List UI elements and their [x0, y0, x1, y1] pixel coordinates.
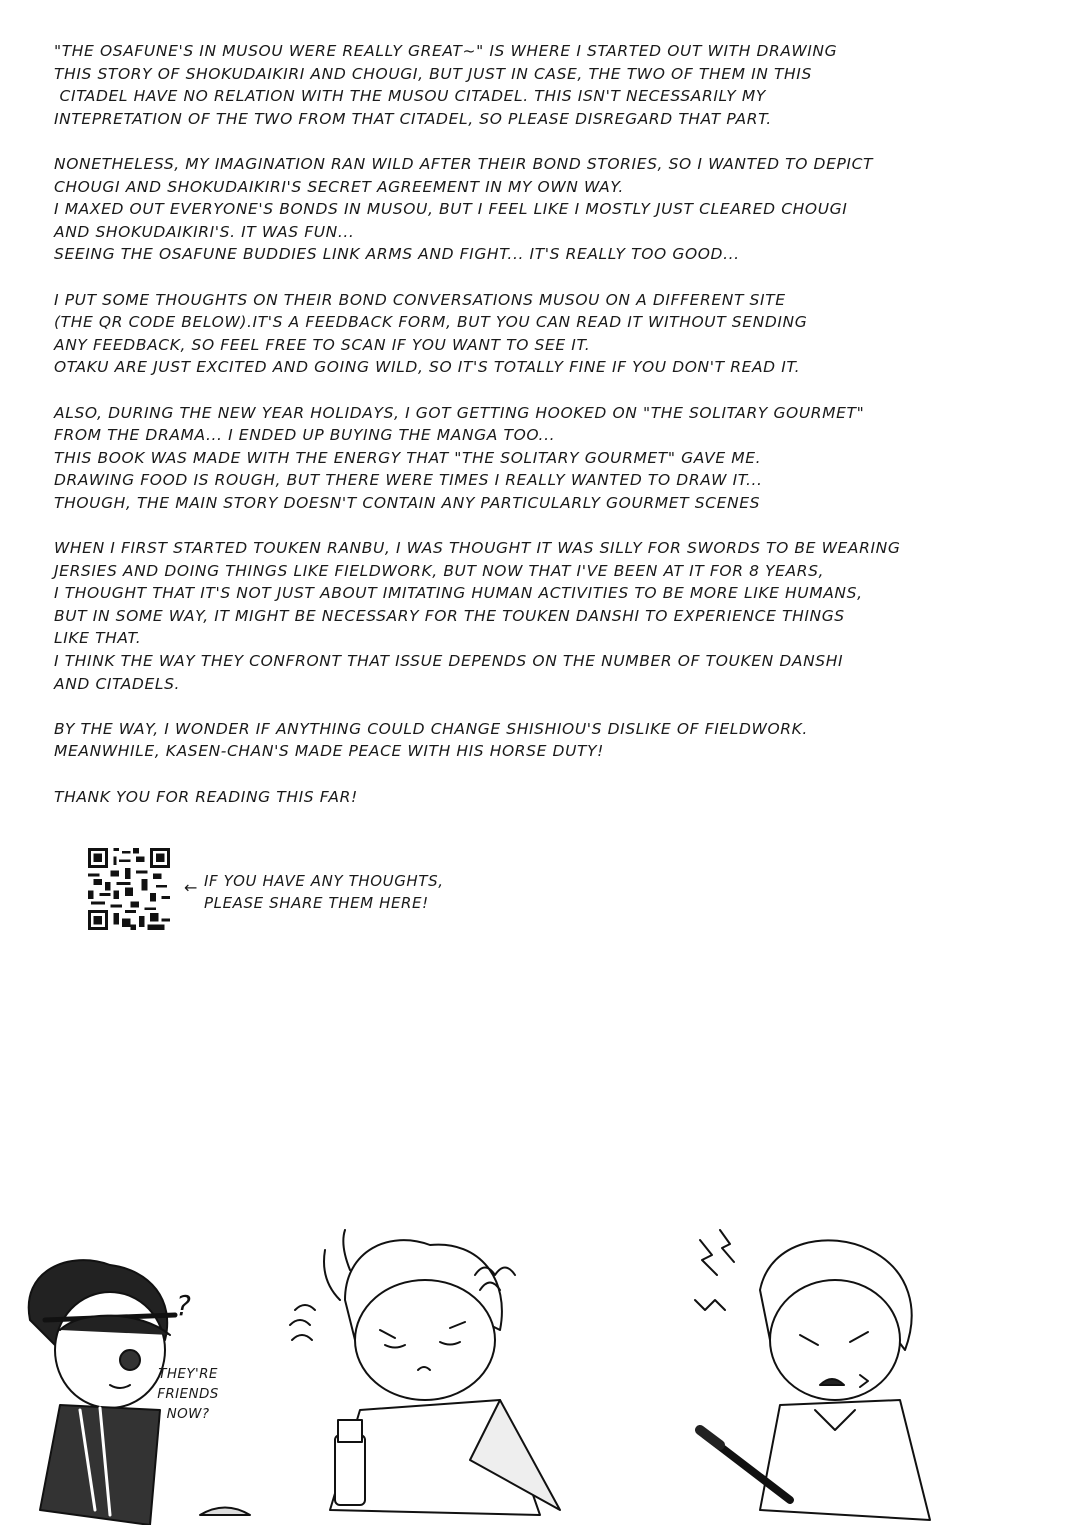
text-line: FROM THE DRAMA... I ENDED UP BUYING THE MANGA TOO... — [54, 426, 556, 445]
text-line: NONETHELESS, MY IMAGINATION RAN WILD AFTER THEIR BOND STORIES, SO I WANTED TO DEPICT — [54, 154, 874, 173]
afterword-paragraph — [54, 402, 1054, 515]
afterword-paragraph — [54, 153, 1054, 266]
character-middle-figure — [290, 1230, 560, 1515]
text-line: I THINK THE WAY THEY CONFRONT THAT ISSUE DEPENDS ON THE NUMBER OF TOUKEN DANSHI — [54, 652, 844, 671]
qr-caption-line: IF YOU HAVE ANY THOUGHTS, — [204, 872, 444, 890]
text-line: I MAXED OUT EVERYONE'S BONDS IN MUSOU, BUT I FEEL LIKE I MOSTLY JUST CLEARED CHOUGI — [54, 200, 848, 219]
text-line: INTEPRETATION OF THE TWO FROM THAT CITADEL, SO PLEASE DISREGARD THAT PART. — [54, 109, 772, 128]
text-line: BY THE WAY, I WONDER IF ANYTHING COULD CHANGE SHISHIOU'S DISLIKE OF FIELDWORK. — [54, 719, 808, 738]
text-line: I PUT SOME THOUGHTS ON THEIR BOND CONVERSATIONS MUSOU ON A DIFFERENT SITE — [54, 290, 786, 309]
text-line: THANK YOU FOR READING THIS FAR! — [54, 787, 358, 806]
text-line: (THE QR CODE BELOW).IT'S A FEEDBACK FORM, BUT YOU CAN READ IT WITHOUT SENDING — [54, 313, 808, 332]
text-line: ALSO, DURING THE NEW YEAR HOLIDAYS, I GOT GETTING HOOKED ON "THE SOLITARY GOURMET" — [54, 403, 865, 422]
speech-text — [138, 1364, 238, 1424]
afterword-paragraph — [54, 786, 1054, 809]
speech-line: NOW? — [166, 1406, 210, 1422]
text-line: THIS BOOK WAS MADE WITH THE ENERGY THAT "THE SOLITARY GOURMET" GAVE ME. — [54, 448, 762, 467]
text-line: SEEING THE OSAFUNE BUDDIES LINK ARMS AND FIGHT... IT'S REALLY TOO GOOD... — [54, 245, 740, 264]
arrow-left-icon: ← — [184, 878, 198, 897]
qr-section — [88, 848, 488, 938]
speech-line: THEY'RE — [158, 1366, 218, 1382]
afterword-paragraph — [54, 289, 1054, 379]
qr-caption-line: PLEASE SHARE THEM HERE! — [204, 894, 429, 912]
text-line: DRAWING FOOD IS ROUGH, BUT THERE WERE TIMES I REALLY WANTED TO DRAW IT... — [54, 471, 763, 490]
text-line: MEANWHILE, KASEN-CHAN'S MADE PEACE WITH HIS HORSE DUTY! — [54, 742, 604, 761]
text-line: CITADEL HAVE NO RELATION WITH THE MUSOU CITADEL. THIS ISN'T NECESSARILY MY — [54, 87, 766, 106]
text-line: "THE OSAFUNE'S IN MUSOU WERE REALLY GREAT~" IS WHERE I STARTED OUT WITH DRAWING — [54, 42, 838, 60]
text-line: WHEN I FIRST STARTED TOUKEN RANBU, I WAS THOUGHT IT WAS SILLY FOR SWORDS TO BE WEARING — [54, 539, 901, 558]
text-line: JERSIES AND DOING THINGS LIKE FIELDWORK, BUT NOW THAT I'VE BEEN AT IT FOR 8 YEARS, — [54, 561, 825, 580]
text-line: ANY FEEDBACK, SO FEEL FREE TO SCAN IF YOU WANT TO SEE IT. — [54, 335, 591, 354]
text-line: OTAKU ARE JUST EXCITED AND GOING WILD, SO IT'S TOTALLY FINE IF YOU DON'T READ IT. — [54, 358, 801, 377]
question-mark: ? — [176, 1289, 191, 1322]
text-line: LIKE THAT. — [54, 629, 142, 648]
speech-line: FRIENDS — [157, 1386, 219, 1402]
qr-caption — [204, 870, 444, 914]
afterword-paragraph — [54, 718, 1054, 763]
qr-code-image — [88, 848, 170, 930]
afterword-paragraph — [54, 537, 1054, 695]
text-line: BUT IN SOME WAY, IT MIGHT BE NECESSARY FOR THE TOUKEN DANSHI TO EXPERIENCE THINGS — [54, 606, 845, 625]
text-line: CHOUGI AND SHOKUDAIKIRI'S SECRET AGREEMENT IN MY OWN WAY. — [54, 177, 624, 196]
text-line: THOUGH, THE MAIN STORY DOESN'T CONTAIN ANY PARTICULARLY GOURMET SCENES — [54, 493, 761, 512]
afterword-text — [54, 40, 1054, 831]
text-line: AND SHOKUDAIKIRI'S. IT WAS FUN... — [54, 222, 355, 241]
text-line: I THOUGHT THAT IT'S NOT JUST ABOUT IMITATING HUMAN ACTIVITIES TO BE MORE LIKE HUMANS, — [54, 584, 863, 603]
character-right-figure — [695, 1230, 930, 1520]
text-line: THIS STORY OF SHOKUDAIKIRI AND CHOUGI, BUT JUST IN CASE, THE TWO OF THEM IN THIS — [54, 64, 812, 83]
afterword-paragraph — [54, 40, 1054, 130]
text-line: AND CITADELS. — [54, 674, 181, 693]
